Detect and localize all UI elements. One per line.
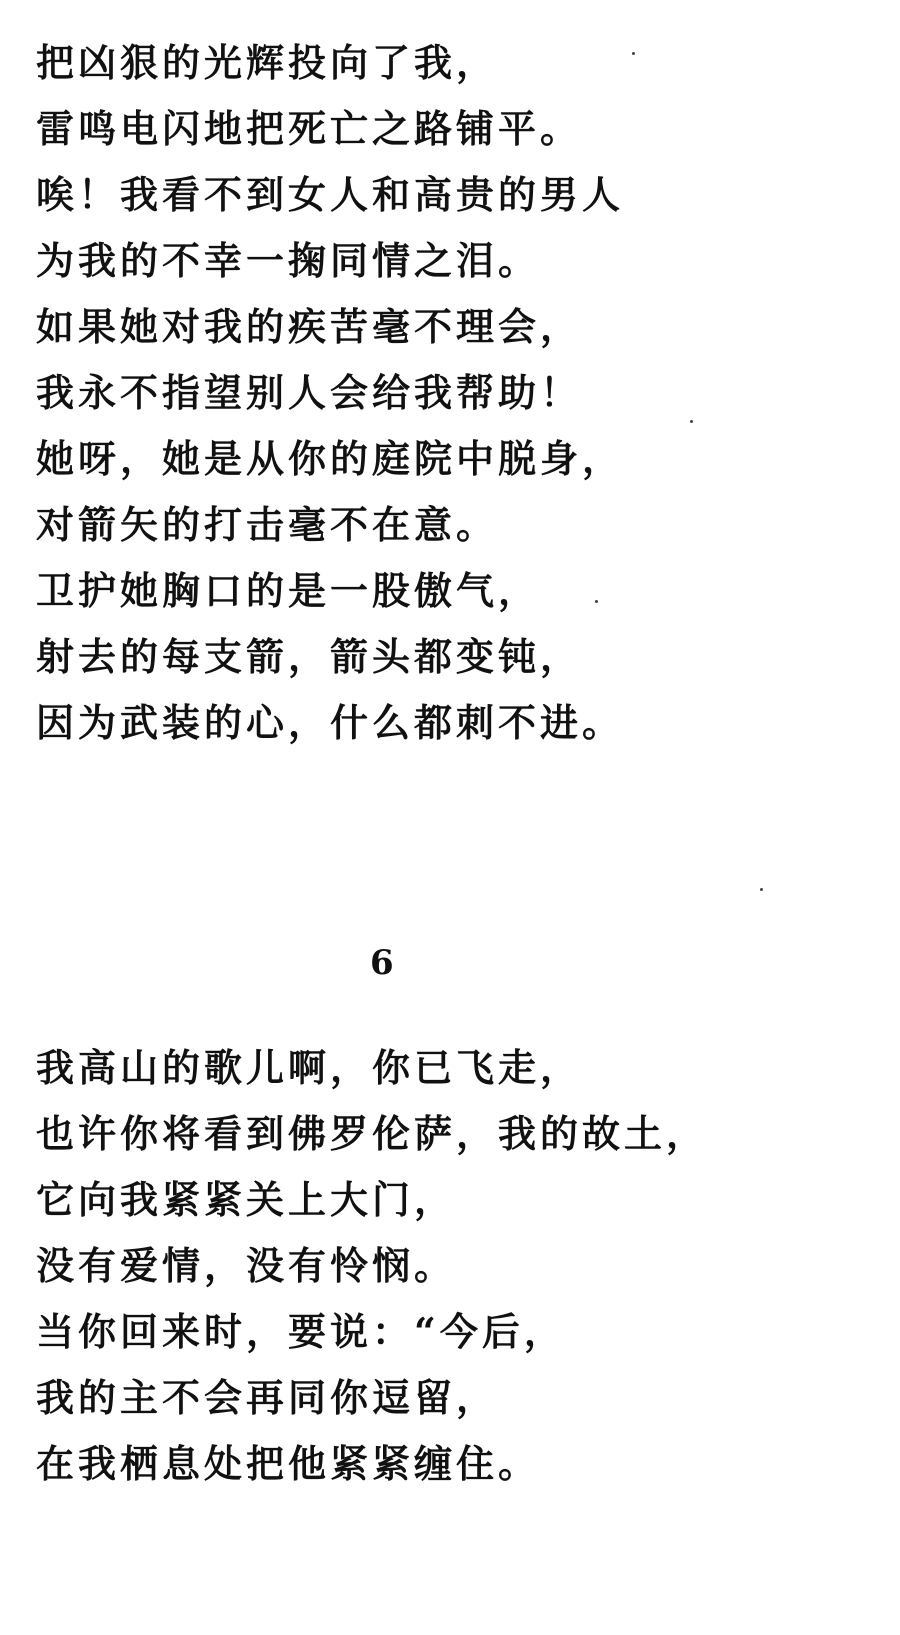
scan-speck xyxy=(632,52,635,55)
poem-line: 如果她对我的疾苦毫不理会， xyxy=(36,304,583,349)
poem-line: 因为武装的心，什么都刺不进。 xyxy=(36,700,625,745)
poem-stanza xyxy=(36,30,856,756)
poem-line: 我的主不会再同你逗留， xyxy=(36,1375,499,1420)
poem-line: 对箭矢的打击毫不在意。 xyxy=(36,502,499,547)
poem-line: 当你回来时，要说：“今后， xyxy=(36,1309,566,1354)
section-number: 6 xyxy=(370,943,394,983)
poem-line: 为我的不幸一掬同情之泪。 xyxy=(36,238,541,283)
poem-line: 也许你将看到佛罗伦萨，我的故土， xyxy=(36,1111,709,1156)
poem-line: 它向我紧紧关上大门， xyxy=(36,1177,457,1222)
scan-speck xyxy=(690,420,693,423)
poem-line: 我永不指望别人会给我帮助！ xyxy=(36,370,583,415)
scan-speck xyxy=(595,600,598,603)
poem-line: 把凶狠的光辉投向了我， xyxy=(36,40,499,85)
poem-line: 她呀，她是从你的庭院中脱身， xyxy=(36,436,625,481)
poem-line: 卫护她胸口的是一股傲气， xyxy=(36,568,541,613)
poem-line: 在我栖息处把他紧紧缠住。 xyxy=(36,1441,541,1486)
poem-line: 没有爱情，没有怜悯。 xyxy=(36,1243,457,1288)
poem-line: 雷鸣电闪地把死亡之路铺平。 xyxy=(36,106,583,151)
scan-speck xyxy=(760,888,763,891)
poem-line: 我高山的歌儿啊，你已飞走， xyxy=(36,1045,583,1090)
poem-stanza xyxy=(36,1035,856,1497)
poem-line: 唉！我看不到女人和高贵的男人 xyxy=(36,172,625,217)
poem-line: 射去的每支箭，箭头都变钝， xyxy=(36,634,583,679)
